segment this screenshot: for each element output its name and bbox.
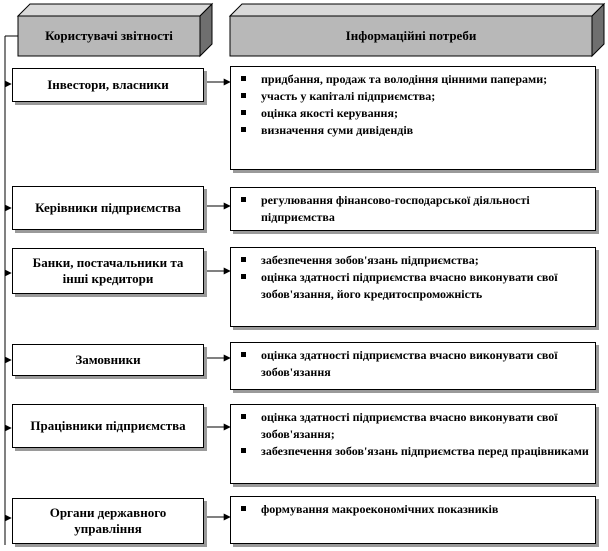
bullet-icon	[241, 127, 246, 132]
list-item: формування макроекономічних показників	[239, 501, 589, 518]
list-item: забезпечення зобов'язань підприємства перед працівниками	[239, 443, 589, 460]
user-box-investors	[12, 68, 204, 102]
user-label: Інвестори, власники	[47, 77, 169, 92]
user-box-employees	[12, 404, 204, 448]
list-item: придбання, продаж та володіння цінними паперами;	[239, 71, 589, 88]
list-item: оцінка якості керування;	[239, 105, 589, 122]
bullet-icon	[241, 506, 246, 511]
list-item: участь у капіталі підприємства;	[239, 88, 589, 105]
needs-header-label: Інформаційні потреби	[345, 28, 477, 43]
user-label: Замовники	[75, 352, 141, 367]
user-label: Керівники підприємства	[35, 200, 181, 215]
user-box-creditors	[12, 248, 204, 294]
user-label: Працівники підприємства	[30, 418, 186, 433]
list-item: регулювання фінансово-господарської діяльності підприємства	[239, 192, 589, 226]
user-box-government	[12, 498, 204, 544]
list-item: забезпечення зобов'язань підприємства;	[239, 252, 589, 269]
user-box-customers	[12, 344, 204, 376]
bullet-icon	[241, 197, 246, 202]
list-item: оцінка здатності підприємства вчасно виконувати свої зобов'язання	[239, 347, 589, 381]
user-label: Органи державного управління	[49, 505, 167, 536]
bullet-icon	[241, 93, 246, 98]
user-box-managers	[12, 186, 204, 230]
needs-box-customers	[230, 342, 596, 390]
bullet-icon	[241, 257, 246, 262]
bullet-icon	[241, 110, 246, 115]
needs-box-creditors	[230, 247, 596, 327]
list-item: оцінка здатності підприємства вчасно виконувати свої зобов'язання;	[239, 409, 589, 443]
bullet-icon	[241, 448, 246, 453]
list-item: оцінка здатності підприємства вчасно виконувати свої зобов'язання, його кредитоспроможність	[239, 269, 589, 303]
users-header-label: Користувачі звітності	[45, 28, 173, 43]
bullet-icon	[241, 76, 246, 81]
bullet-icon	[241, 352, 246, 357]
needs-box-government	[230, 496, 596, 544]
bullet-icon	[241, 274, 246, 279]
needs-box-managers	[230, 187, 596, 231]
bullet-icon	[241, 414, 246, 419]
needs-box-employees	[230, 404, 596, 484]
list-item: визначення суми дивідендів	[239, 122, 589, 139]
needs-box-investors	[230, 66, 596, 170]
user-label: Банки, постачальники та інші кредитори	[32, 255, 184, 286]
